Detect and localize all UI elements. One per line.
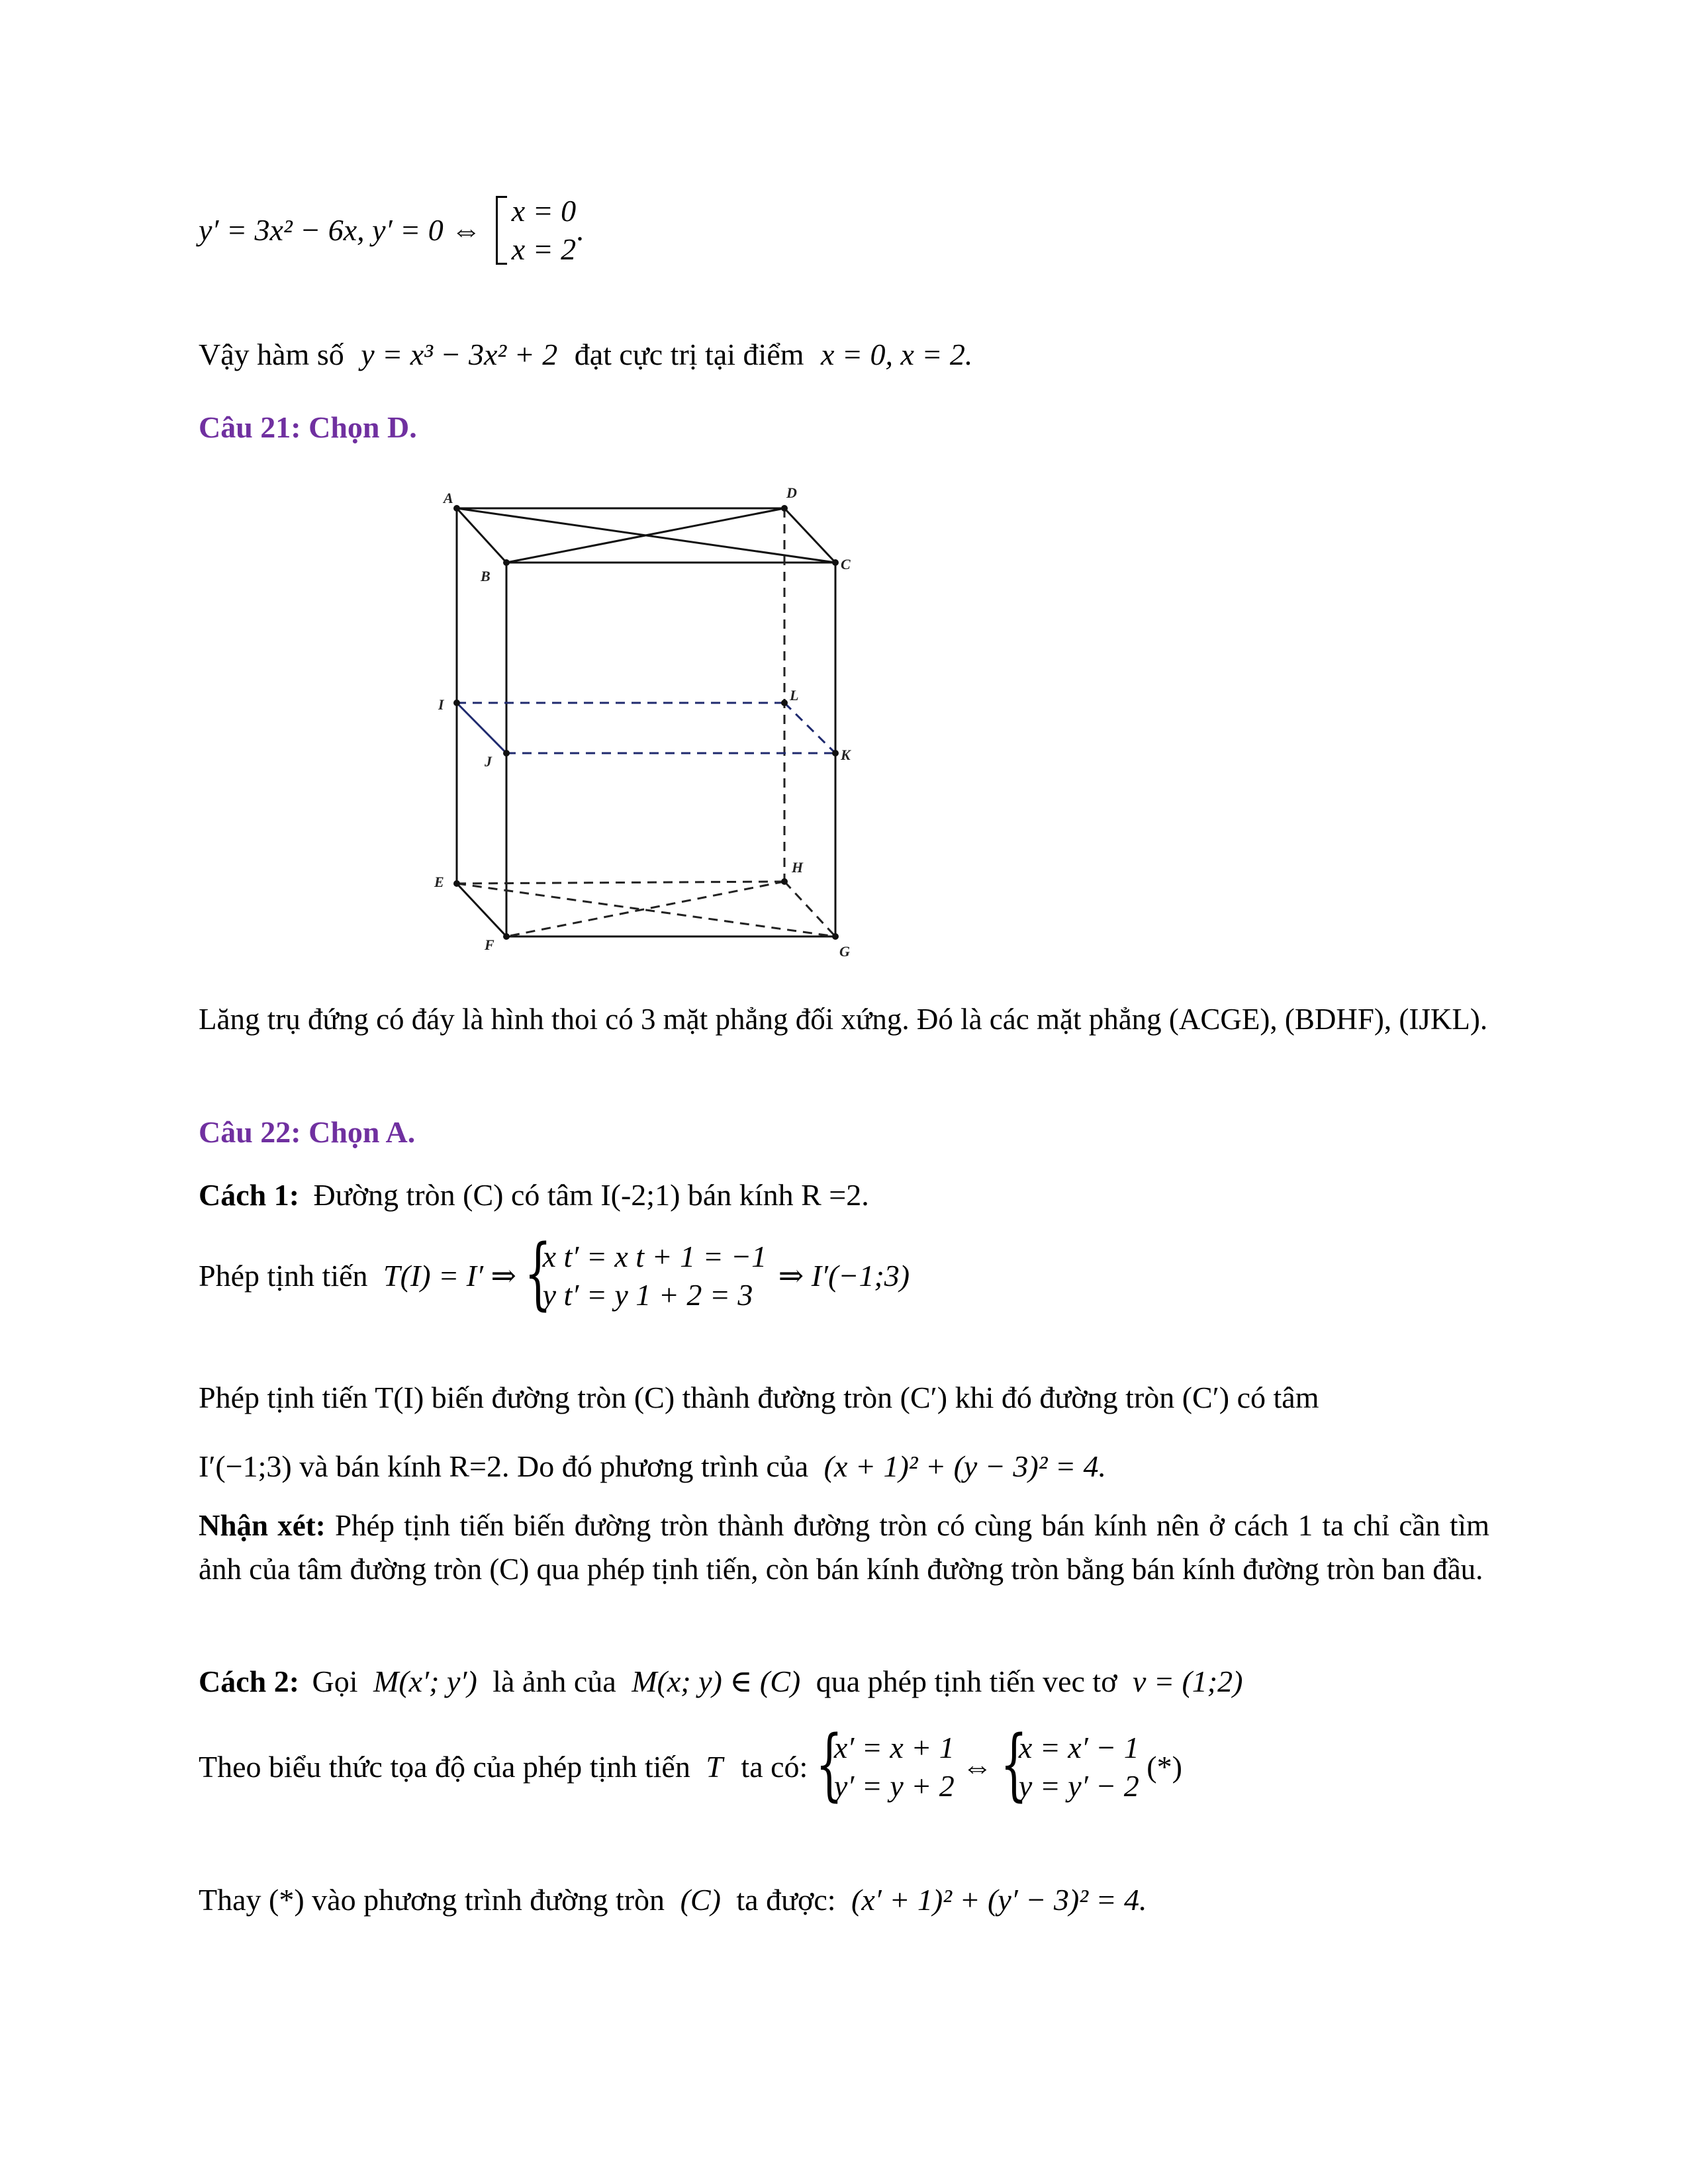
label-K: K	[841, 747, 851, 763]
translation-vector: v = (1;2)	[1133, 1664, 1243, 1698]
extremum-points: x = 0, x = 2.	[821, 338, 973, 371]
translation-symbol: T	[706, 1750, 723, 1784]
method-2-line	[199, 1661, 1489, 1702]
translation-row-1: x t′ = x t + 1 = −1	[542, 1240, 767, 1273]
translation-result: ⇒ I′(−1;3)	[778, 1259, 910, 1293]
coordinate-system-1: { x′ = x + 1 y′ = y + 2	[815, 1718, 955, 1809]
method-1-text: Đường tròn (C) có tâm I(-2;1) bán kính R =2.	[313, 1178, 869, 1212]
remark-text: Phép tịnh tiến biến đường tròn thành đường tròn có cùng bán kính nên ở cách 1 ta chỉ cần tìm ảnh của tâm đường tròn (C) qua phép tịnh tiến, còn bán kính đường tròn bằng bán kính đường tròn ban đầu.	[199, 1509, 1489, 1586]
translation-system: { x t′ = x t + 1 = −1 y t′ = y 1 + 2 = 3	[524, 1227, 767, 1318]
method-2-text-3: qua phép tịnh tiến vec tơ	[816, 1664, 1117, 1698]
translation-explanation	[199, 1363, 1489, 1501]
label-I: I	[438, 696, 444, 713]
circle-equation-1: (x + 1)² + (y − 3)² = 4.	[823, 1449, 1107, 1483]
final-text-1: Thay (*) vào phương trình đường tròn	[199, 1883, 665, 1917]
coord-row-2: y′ = y + 2	[833, 1769, 955, 1803]
label-B: B	[481, 568, 491, 584]
question-21-answer: Lăng trụ đứng có đáy là hình thoi có 3 mặt phẳng đối xứng. Đó là các mặt phẳng (ACGE), (BDHF), (IJKL).	[199, 1003, 1488, 1036]
label-G: G	[839, 943, 850, 960]
method-2-text-2: là ảnh của	[492, 1664, 616, 1698]
equivalence-symbol: ⇔	[962, 1750, 993, 1784]
coordinate-system-2: { x = x′ − 1 y = y′ − 2	[1000, 1718, 1139, 1809]
translation-explanation-a: Phép tịnh tiến T(I) biến đường tròn (C) thành đường tròn (C′) khi đó đường tròn (C′) có tâm	[199, 1381, 1319, 1414]
root-row-1: x = 0	[511, 194, 577, 228]
final-line	[199, 1880, 1489, 1921]
question-22-heading: Câu 22: Chọn A.	[199, 1115, 416, 1149]
translation-expression: T(I) = I′ ⇒	[383, 1259, 517, 1293]
remark-block	[199, 1504, 1489, 1591]
coordinate-prefix: Theo biểu thức tọa độ của phép tịnh tiến	[199, 1750, 690, 1784]
coord-row-4: y = y′ − 2	[1018, 1769, 1139, 1803]
coordinate-expression-line	[199, 1718, 1489, 1828]
translation-explanation-b: I′(−1;3) và bán kính R=2. Do đó phương trình của	[199, 1449, 809, 1483]
derivative-roots-system	[493, 192, 576, 269]
final-text-2: ta được:	[736, 1883, 836, 1917]
period: .	[576, 213, 584, 247]
method-2-label: Cách 2:	[199, 1664, 300, 1698]
translation-row-2: y t′ = y 1 + 2 = 3	[542, 1278, 753, 1312]
method-1-line	[199, 1175, 1489, 1216]
method-2-text-1: Gọi	[312, 1664, 358, 1698]
label-E: E	[434, 874, 444, 890]
final-equation: (x′ + 1)² + (y′ − 3)² = 4.	[851, 1883, 1147, 1917]
root-row-2: x = 2	[511, 232, 577, 266]
conclusion-middle: đạt cực trị tại điểm	[574, 338, 804, 371]
coord-row-3: x = x′ − 1	[1018, 1731, 1139, 1764]
derivative-line	[199, 192, 1489, 291]
label-D: D	[786, 484, 797, 501]
label-J: J	[485, 753, 492, 770]
label-A: A	[444, 490, 453, 506]
final-circle: (C)	[680, 1883, 721, 1917]
image-point: M(x′; y′)	[373, 1664, 477, 1698]
conclusion-prefix: Vậy hàm số	[199, 338, 344, 371]
conclusion-line	[199, 334, 1489, 375]
label-H: H	[792, 859, 804, 876]
translation-prefix: Phép tịnh tiến	[199, 1259, 368, 1293]
prism-figure	[424, 477, 874, 966]
label-C: C	[841, 556, 851, 572]
translation-line	[199, 1227, 1489, 1337]
derivative-expression: y′ = 3x² − 6x, y′ = 0 ⇔	[199, 213, 482, 247]
coordinate-mid: ta có:	[741, 1750, 808, 1784]
coord-row-1: x′ = x + 1	[833, 1731, 955, 1764]
label-F: F	[485, 936, 494, 953]
question-21-heading: Câu 21: Chọn D.	[199, 410, 417, 444]
source-point: M(x; y) ∈ (C)	[632, 1664, 801, 1698]
function-expression: y = x³ − 3x² + 2	[361, 338, 558, 371]
remark-label: Nhận xét:	[199, 1509, 326, 1542]
label-L: L	[790, 687, 799, 704]
method-1-label: Cách 1:	[199, 1178, 300, 1212]
star-marker: (*)	[1147, 1750, 1182, 1784]
